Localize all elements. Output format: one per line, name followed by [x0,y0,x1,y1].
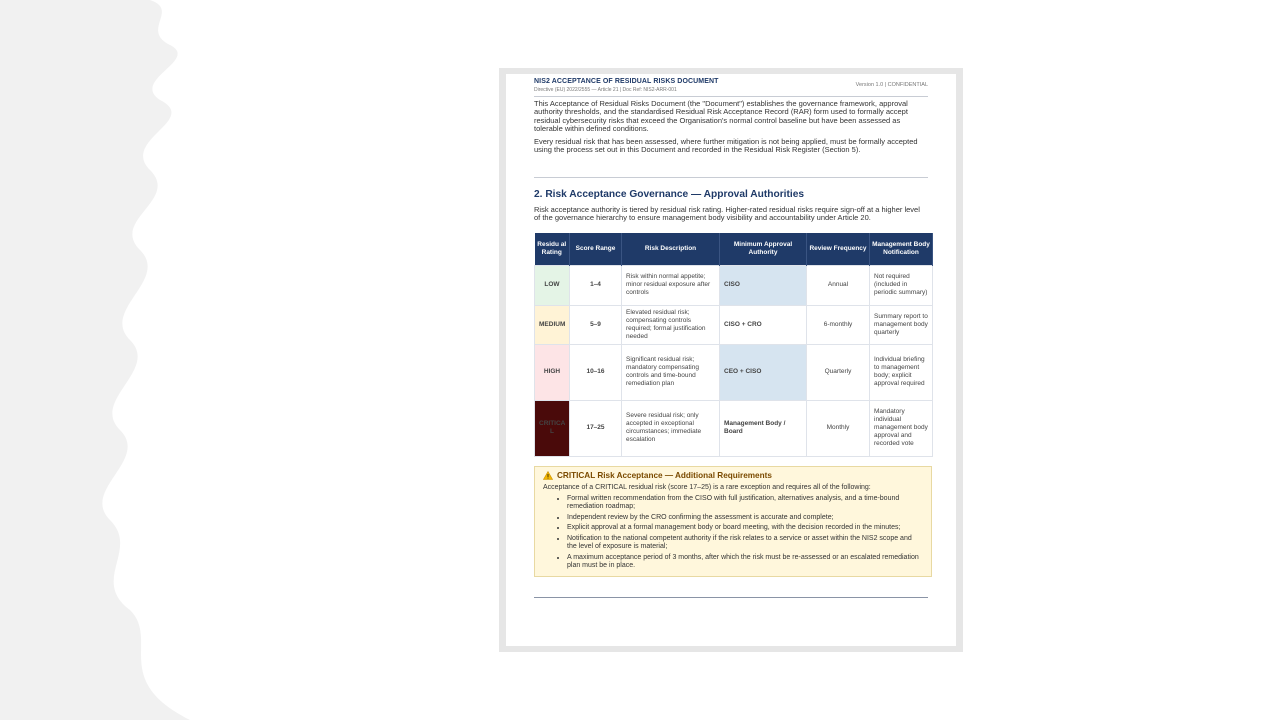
management-notification: Mandatory individual management body approval and recorded vote [870,400,933,456]
document-page [506,74,956,646]
risk-description: Significant residual risk; mandatory compensating controls and time-bound remediation plan [622,344,720,400]
document-subtitle: Directive (EU) 2022/2555 — Article 21 | Doc Ref: NIS2-ARR-001 [534,86,677,93]
review-frequency: Monthly [807,400,870,456]
table-header-row [535,233,933,266]
approval-authority: CISO + CRO [720,305,807,344]
risk-description: Severe residual risk; only accepted in exceptional circumstances; immediate escalation [622,400,720,456]
section-description: Risk acceptance authority is tiered by residual risk rating. Higher-rated residual risks require sign-off at a higher level of the governance hierarchy to ensure management body visibility and accountability under Article 20. [534,204,920,223]
header-review: Review Frequency [807,233,870,266]
background-brush-stroke [0,0,260,720]
list-item: • Notification to the national competent authority if the risk relates to a service or asset within the NIS2 scope and the level of exposure is material; [567,535,923,551]
header-notification: Management Body Notification [870,233,933,266]
approval-authority-table [534,233,933,457]
callout-title-row [543,471,923,480]
approval-authority: CISO [720,265,807,305]
score-range: 17–25 [570,400,622,456]
management-notification: Not required (included in periodic summary) [870,265,933,305]
header-score: Score Range [570,233,622,266]
review-frequency: Quarterly [807,344,870,400]
section-divider [534,177,928,178]
approval-authority: Management Body / Board [720,400,807,456]
page-footer-rule [534,597,928,598]
risk-description: Risk within normal appetite; minor residual exposure after controls [622,265,720,305]
review-frequency: 6-monthly [807,305,870,344]
management-notification: Summary report to management body quarterly [870,305,933,344]
header-description: Risk Description [622,233,720,266]
list-item: • Independent review by the CRO confirming the assessment is accurate and complete; [567,514,923,522]
score-range: 1–4 [570,265,622,305]
approval-authority: CEO + CISO [720,344,807,400]
requirements-list [543,495,923,571]
section-heading: 2. Risk Acceptance Governance — Approval Authorities [534,188,805,200]
table-row [535,265,933,305]
list-item: • Explicit approval at a formal management body or board meeting, with the decision recorded in the minutes; [567,524,923,532]
list-item: • A maximum acceptance period of 3 months, after which the risk must be re-assessed or an escalated remediation plan must be in place. [567,554,923,570]
management-notification: Individual briefing to management body; explicit approval required [870,344,933,400]
critical-requirements-callout [534,466,932,578]
intro-paragraph-2: Every residual risk that has been assessed, where further mitigation is not being applied, must be formally accepted using the process set out in this Document and recorded in the Residual Risk Register (Section 5). [534,137,918,155]
header-authority: Minimum Approval Authority [720,233,807,266]
callout-lead: Acceptance of a CRITICAL residual risk (score 17–25) is a rare exception and requires all of the following: [543,483,871,491]
rating-badge-high: HIGH [535,344,570,400]
intro-paragraph: This Acceptance of Residual Risks Document (the "Document") establishes the governance framework, approval authority thresholds, and the standardised Residual Risk Acceptance Record (RAR) form used to formally accept residual cybersecurity risks that exceed the Organisation's normal control baseline but have been assessed as tolerable within defined conditions. [534,99,908,133]
document-header [534,78,928,97]
score-range: 5–9 [570,305,622,344]
review-frequency: Annual [807,265,870,305]
rating-badge-low: LOW [535,265,570,305]
document-version: Version 1.0 | CONFIDENTIAL [855,82,928,88]
warning-icon [543,471,553,480]
table-row [535,344,933,400]
list-item: • Formal written recommendation from the CISO with full justification, alternatives analysis, and a time-bound remediation roadmap; [567,495,923,511]
rating-badge-critical: CRITICA L [535,400,570,456]
callout-title: CRITICAL Risk Acceptance — Additional Requirements [557,470,772,480]
table-row [535,305,933,344]
rating-badge-medium: MEDIUM [535,305,570,344]
score-range: 10–16 [570,344,622,400]
risk-description: Elevated residual risk; compensating controls required; formal justification needed [622,305,720,344]
header-rating: Residu al Rating [535,233,570,266]
table-row [535,400,933,456]
document-title: NIS2 ACCEPTANCE OF RESIDUAL RISKS DOCUMENT [534,78,719,85]
